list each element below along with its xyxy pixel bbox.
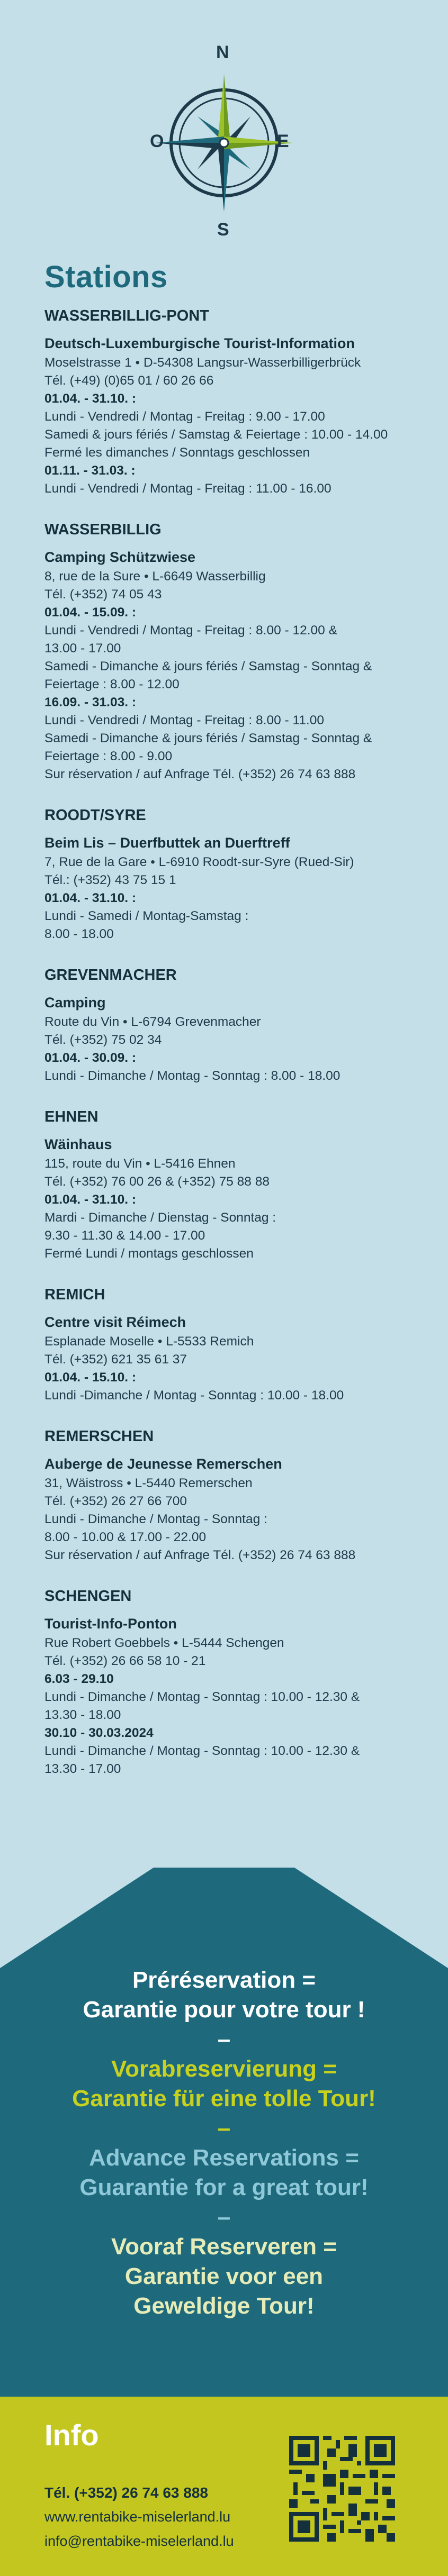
qr-code-icon[interactable] <box>289 2436 395 2542</box>
station-place-name: Centre visit Réimech <box>44 1314 186 1330</box>
promo-german-line: Garantie für eine tolle Tour! <box>72 2086 376 2111</box>
station-season-dates: 6.03 - 29.10 <box>44 1672 114 1686</box>
station-city: REMERSCHEN <box>44 1428 154 1445</box>
station-detail-line: Feiertage : 8.00 - 9.00 <box>44 749 173 763</box>
station-detail-line: Mardi - Dimanche / Dienstag - Sonntag : <box>44 1210 276 1225</box>
station-detail-line: Rue Robert Goebbels • L-5444 Schengen <box>44 1636 284 1650</box>
info-footer <box>0 2397 448 2576</box>
station-detail-line: Fermé les dimanches / Sonntags geschlossen <box>44 445 310 460</box>
station-detail-line: Lundi -Dimanche / Montag - Sonntag : 10.00 - 18.00 <box>44 1388 344 1403</box>
station-detail-line: 13.30 - 18.00 <box>44 1708 121 1722</box>
compass-south-label: S <box>217 220 229 240</box>
promo-german-line: Vorabreservierung = <box>111 2056 337 2082</box>
station-detail-line: Esplanade Moselle • L-5533 Remich <box>44 1334 254 1349</box>
station-detail-line: Lundi - Vendredi / Montag - Freitag : 8.00 - 11.00 <box>44 713 324 727</box>
compass-north-label: N <box>216 42 229 62</box>
promo-german <box>0 2054 448 2114</box>
info-title: Info <box>44 2418 99 2452</box>
promo-divider: – <box>217 2115 231 2141</box>
station-city: SCHENGEN <box>44 1588 132 1605</box>
station-place-name: Beim Lis – Duerfbuttek an Duerftreff <box>44 835 290 851</box>
station-entry <box>44 1428 426 1564</box>
station-list <box>44 307 426 1778</box>
station-entry <box>44 521 426 784</box>
station-place-name: Wäinhaus <box>44 1136 112 1152</box>
station-detail-line: Lundi - Vendredi / Montag - Freitag : 9.00 - 17.00 <box>44 409 325 424</box>
promo-dutch-line: Vooraf Reserveren = <box>111 2234 337 2260</box>
station-detail-line: 13.30 - 17.00 <box>44 1762 121 1776</box>
station-detail-line: Route du Vin • L-6794 Grevenmacher <box>44 1015 261 1029</box>
station-detail-line: Lundi - Vendredi / Montag - Freitag : 8.00 - 12.00 & <box>44 623 337 638</box>
promo-dutch <box>0 2232 448 2321</box>
station-season-dates: 01.04. - 30.09. : <box>44 1051 136 1065</box>
compass-icon <box>150 42 298 243</box>
stations-section <box>44 259 426 1801</box>
station-detail-line: Tél. (+352) 621 35 61 37 <box>44 1352 187 1367</box>
station-season-dates: 01.11. - 31.03. : <box>44 463 136 478</box>
station-season-dates: 30.10 - 30.03.2024 <box>44 1726 154 1740</box>
promo-french-line: Garantie pour votre tour ! <box>83 1997 365 2023</box>
station-city: REMICH <box>44 1286 105 1303</box>
station-city: ROODT/SYRE <box>44 807 146 824</box>
station-detail-line: Tél. (+352) 75 02 34 <box>44 1033 162 1047</box>
promo-divider: – <box>217 2204 231 2230</box>
station-detail-line: Feiertage : 8.00 - 12.00 <box>44 677 180 691</box>
station-season-dates: 16.09. - 31.03. : <box>44 695 136 709</box>
station-place-name: Auberge de Jeunesse Remerschen <box>44 1456 282 1472</box>
station-season-dates: 01.04. - 31.10. : <box>44 1193 136 1207</box>
station-entry <box>44 1588 426 1778</box>
compass-rose <box>150 42 298 243</box>
station-detail-line: Tél.: (+352) 43 75 15 1 <box>44 873 176 887</box>
station-place-name: Tourist-Info-Ponton <box>44 1616 177 1632</box>
station-detail-line: Tél. (+352) 26 66 58 10 - 21 <box>44 1654 206 1668</box>
station-detail-line: 8, rue de la Sure • L-6649 Wasserbillig <box>44 569 266 584</box>
station-entry <box>44 1286 426 1405</box>
station-detail-line: Moselstrasse 1 • D-54308 Langsur-Wasserbilligerbrück <box>44 356 361 370</box>
station-city: GREVENMACHER <box>44 967 177 984</box>
station-place-name: Deutsch-Luxemburgische Tourist-Information <box>44 335 355 351</box>
compass-west-label: O <box>150 131 164 151</box>
station-detail-line: Lundi - Dimanche / Montag - Sonntag : 10.00 - 12.30 & <box>44 1744 360 1758</box>
station-entry <box>44 807 426 943</box>
promo-texts <box>0 1965 448 2321</box>
station-city: EHNEN <box>44 1108 98 1125</box>
station-detail-line: Lundi - Dimanche / Montag - Sonntag : 8.00 - 18.00 <box>44 1069 341 1083</box>
station-detail-line: Sur réservation / auf Anfrage Tél. (+352) 26 74 63 888 <box>44 1548 356 1562</box>
station-detail-line: Tél. (+352) 26 27 66 700 <box>44 1494 187 1508</box>
station-detail-line: Samedi - Dimanche & jours fériés / Samstag - Sonntag & <box>44 659 372 673</box>
station-detail-line: Samedi - Dimanche & jours fériés / Samstag - Sonntag & <box>44 731 372 745</box>
info-phone[interactable]: Tél. (+352) 26 74 63 888 <box>44 2484 208 2501</box>
station-detail-line: Samedi & jours fériés / Samstag & Feiertage : 10.00 - 14.00 <box>44 427 388 442</box>
station-detail-line: 9.30 - 11.30 & 14.00 - 17.00 <box>44 1228 205 1243</box>
station-detail-line: Lundi - Vendredi / Montag - Freitag : 11.00 - 16.00 <box>44 481 331 496</box>
station-season-dates: 01.04. - 15.09. : <box>44 605 136 620</box>
station-city: WASSERBILLIG <box>44 521 162 538</box>
station-detail-line: Lundi - Dimanche / Montag - Sonntag : 10.00 - 12.30 & <box>44 1690 360 1704</box>
station-detail-line: Tél. (+352) 74 05 43 <box>44 587 162 602</box>
info-website-link[interactable]: www.rentabike-miselerland.lu <box>44 2509 231 2525</box>
station-detail-line: 13.00 - 17.00 <box>44 641 121 656</box>
stations-title: Stations <box>44 260 168 294</box>
station-detail-line: 7, Rue de la Gare • L-6910 Roodt-sur-Syre (Rued-Sir) <box>44 855 354 869</box>
station-place-name: Camping <box>44 995 106 1011</box>
station-detail-line: Lundi - Samedi / Montag-Samstag : <box>44 909 249 923</box>
station-entry <box>44 307 426 498</box>
station-detail-line: Tél. (+352) 76 00 26 & (+352) 75 88 88 <box>44 1175 270 1189</box>
station-detail-line: 8.00 - 18.00 <box>44 927 114 941</box>
station-detail-line: 31, Wäistross • L-5440 Remerschen <box>44 1476 253 1490</box>
compass-east-label: E <box>277 131 289 151</box>
station-season-dates: 01.04. - 31.10. : <box>44 891 136 905</box>
promo-dutch-line: Garantie voor een <box>124 2263 324 2289</box>
promo-divider: – <box>217 2026 231 2052</box>
station-detail-line: Tél. (+49) (0)65 01 / 60 26 66 <box>44 374 214 388</box>
station-entry <box>44 967 426 1085</box>
station-season-dates: 01.04. - 31.10. : <box>44 392 136 406</box>
promo-french-line: Préréservation = <box>132 1967 316 1993</box>
station-place-name: Camping Schützwiese <box>44 549 196 565</box>
reservation-promo <box>0 1868 448 2397</box>
station-entry <box>44 1108 426 1263</box>
promo-english-line: Advance Reservations = <box>89 2145 359 2171</box>
info-email-link[interactable]: info@rentabike-miselerland.lu <box>44 2533 234 2549</box>
station-detail-line: Sur réservation / auf Anfrage Tél. (+352) 26 74 63 888 <box>44 767 356 781</box>
station-season-dates: 01.04. - 15.10. : <box>44 1370 136 1385</box>
promo-english-line: Guarantie for a great tour! <box>79 2174 369 2200</box>
promo-english <box>0 2143 448 2202</box>
station-detail-line: Fermé Lundi / montags geschlossen <box>44 1246 254 1261</box>
station-detail-line: Lundi - Dimanche / Montag - Sonntag : <box>44 1512 267 1526</box>
station-detail-line: 115, route du Vin • L-5416 Ehnen <box>44 1157 236 1171</box>
promo-french <box>0 1965 448 2025</box>
station-city: WASSERBILLIG-PONT <box>44 307 209 324</box>
promo-dutch-line: Geweldige Tour! <box>133 2293 315 2319</box>
station-detail-line: 8.00 - 10.00 & 17.00 - 22.00 <box>44 1530 207 1544</box>
